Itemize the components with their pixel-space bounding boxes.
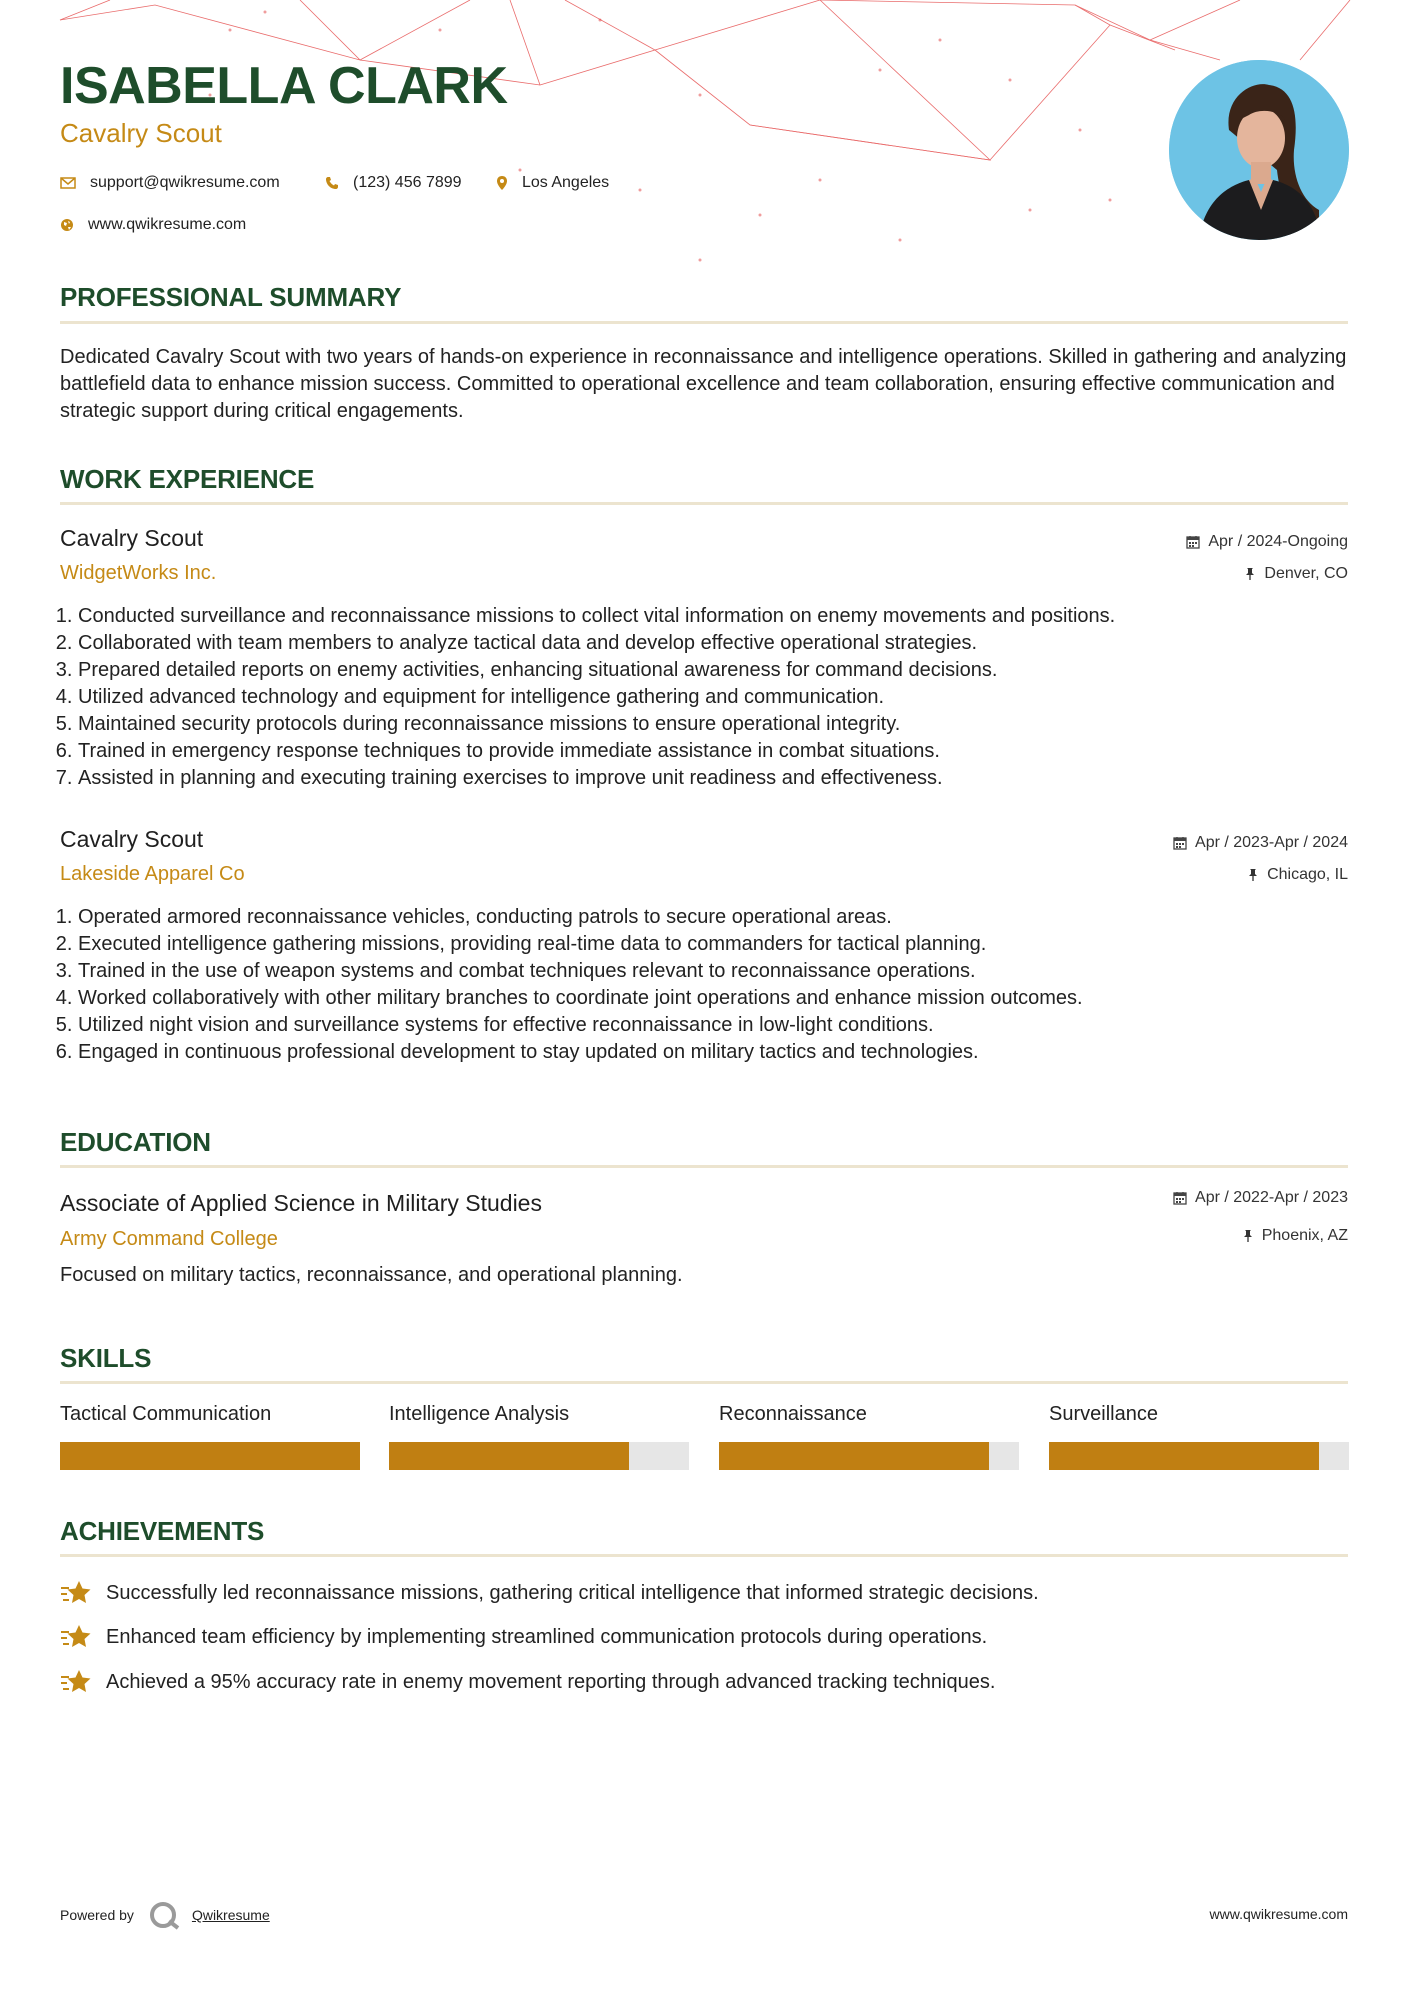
list-item: 3. Prepared detailed reports on enemy activities, enhancing situational awareness for command decisions.	[78, 657, 1115, 684]
skill-name: Tactical Communication	[60, 1403, 272, 1425]
envelope-icon	[60, 177, 76, 189]
globe-icon	[60, 218, 74, 232]
skill-item	[1049, 1403, 1349, 1470]
list-item: 1. Operated armored reconnaissance vehicles, conducting patrols to secure operational areas.	[78, 904, 1083, 931]
school-name: Army Command College	[60, 1228, 278, 1250]
website-text: www.qwikresume.com	[88, 216, 247, 233]
qwikresume-logo-icon	[148, 1900, 182, 1930]
experience-divider	[60, 502, 1348, 505]
pushpin-icon	[1244, 567, 1256, 581]
list-item: 2. Executed intelligence gathering missions, providing real-time data to commanders for tactical planning.	[78, 931, 1083, 958]
list-item: 4. Utilized advanced technology and equipment for intelligence gathering and communication.	[78, 684, 1115, 711]
skill-bar-track	[719, 1442, 1019, 1470]
education-location	[1242, 1227, 1348, 1245]
location-text: Los Angeles	[522, 174, 610, 191]
star-icon	[60, 1578, 92, 1608]
calendar-icon	[1173, 1191, 1187, 1205]
list-item: 7. Assisted in planning and executing training exercises to improve unit readiness and effectiveness.	[78, 765, 1115, 792]
education-heading: EDUCATION	[60, 1127, 211, 1157]
job-2-location-text: Chicago, IL	[1267, 866, 1348, 883]
phone-icon	[325, 176, 339, 190]
pushpin-icon	[1247, 868, 1259, 882]
person-portrait-illustration	[1169, 60, 1349, 240]
skill-name: Surveillance	[1049, 1403, 1158, 1425]
degree-title: Associate of Applied Science in Military Studies	[60, 1190, 542, 1216]
list-item: 6. Trained in emergency response techniques to provide immediate assistance in combat situations.	[78, 738, 1115, 765]
skill-bar-fill	[60, 1442, 360, 1470]
education-location-text: Phoenix, AZ	[1261, 1227, 1348, 1244]
achievement-text: Enhanced team efficiency by implementing streamlined communication protocols during operations.	[106, 1625, 988, 1648]
achievement-text: Achieved a 95% accuracy rate in enemy movement reporting through advanced tracking techniques.	[106, 1670, 996, 1693]
job-1-company: WidgetWorks Inc.	[60, 562, 217, 584]
skill-bar-track	[389, 1442, 689, 1470]
website-contact[interactable]	[60, 216, 246, 234]
skill-bar-fill	[719, 1442, 989, 1470]
summary-heading: PROFESSIONAL SUMMARY	[60, 282, 402, 312]
powered-by-label: Powered by	[60, 1907, 134, 1923]
qwikresume-link[interactable]: Qwikresume	[191, 1907, 270, 1923]
education-dates	[1173, 1189, 1348, 1207]
phone-contact[interactable]	[325, 174, 462, 192]
achievements-heading: ACHIEVEMENTS	[60, 1516, 265, 1546]
education-divider	[60, 1165, 1348, 1168]
skills-divider	[60, 1381, 1348, 1384]
summary-divider	[60, 321, 1348, 324]
achievements-divider	[60, 1554, 1348, 1557]
job-1-title: Cavalry Scout	[60, 525, 204, 551]
candidate-title: Cavalry Scout	[60, 118, 222, 148]
email-text: support@qwikresume.com	[90, 174, 280, 191]
footer-website-link[interactable]: www.qwikresume.com	[1209, 1906, 1348, 1922]
job-2-duties	[54, 904, 1083, 1066]
footer-branding	[60, 1900, 270, 1930]
star-icon	[60, 1622, 92, 1652]
calendar-icon	[1173, 836, 1187, 850]
skill-name: Intelligence Analysis	[389, 1403, 570, 1425]
skill-bar-fill	[389, 1442, 629, 1470]
candidate-name: ISABELLA CLARK	[60, 57, 508, 115]
skill-item	[389, 1403, 689, 1470]
education-dates-text: Apr / 2022-Apr / 2023	[1195, 1189, 1348, 1206]
achievement-text: Successfully led reconnaissance missions, gathering critical intelligence that informed strategic decisions.	[106, 1581, 1039, 1604]
skill-bar-track	[1049, 1442, 1349, 1470]
job-2-company: Lakeside Apparel Co	[60, 863, 245, 885]
skill-item	[60, 1403, 360, 1470]
achievement-item	[60, 1578, 1039, 1608]
skill-item	[719, 1403, 1019, 1470]
star-icon	[60, 1667, 92, 1697]
job-1-dates	[1186, 533, 1348, 551]
job-1-dates-text: Apr / 2024-Ongoing	[1208, 533, 1348, 550]
map-pin-icon	[496, 175, 508, 191]
job-1-location-text: Denver, CO	[1264, 565, 1348, 582]
achievement-item	[60, 1667, 995, 1697]
skill-name: Reconnaissance	[719, 1403, 867, 1425]
location-contact	[496, 174, 609, 192]
skill-bar-track	[60, 1442, 360, 1470]
phone-text: (123) 456 7899	[353, 174, 462, 191]
skills-heading: SKILLS	[60, 1343, 152, 1373]
pushpin-icon	[1242, 1229, 1254, 1243]
list-item: 2. Collaborated with team members to analyze tactical data and develop effective operational strategies.	[78, 630, 1115, 657]
job-2-title: Cavalry Scout	[60, 826, 204, 852]
skill-bar-fill	[1049, 1442, 1319, 1470]
achievement-item	[60, 1622, 987, 1652]
profile-photo	[1169, 60, 1349, 240]
job-2-location	[1247, 866, 1348, 884]
list-item: 5. Maintained security protocols during reconnaissance missions to ensure operational integrity.	[78, 711, 1115, 738]
calendar-icon	[1186, 535, 1200, 549]
list-item: 5. Utilized night vision and surveillance systems for effective reconnaissance in low-light conditions.	[78, 1012, 1083, 1039]
list-item: 4. Worked collaboratively with other military branches to coordinate joint operations and enhance mission outcomes.	[78, 985, 1083, 1012]
list-item: 3. Trained in the use of weapon systems and combat techniques relevant to reconnaissance operations.	[78, 958, 1083, 985]
job-1-location	[1244, 565, 1348, 583]
email-contact[interactable]	[60, 174, 280, 192]
job-1-duties	[54, 603, 1115, 792]
list-item: 1. Conducted surveillance and reconnaissance missions to collect vital information on enemy movements and positions.	[78, 603, 1115, 630]
job-2-dates	[1173, 834, 1348, 852]
experience-heading: WORK EXPERIENCE	[60, 464, 315, 494]
list-item: 6. Engaged in continuous professional development to stay updated on military tactics and technologies.	[78, 1039, 1083, 1066]
education-description: Focused on military tactics, reconnaissance, and operational planning.	[60, 1264, 683, 1286]
summary-text: Dedicated Cavalry Scout with two years of hands-on experience in reconnaissance and intelligence operations. Skilled in gathering and analyzing battlefield data to enhance mission success. Committed to operational excellence and team collaboration, ensuring effective communication and strategic support during critical engagements.	[60, 346, 1347, 422]
job-2-dates-text: Apr / 2023-Apr / 2024	[1195, 834, 1348, 851]
